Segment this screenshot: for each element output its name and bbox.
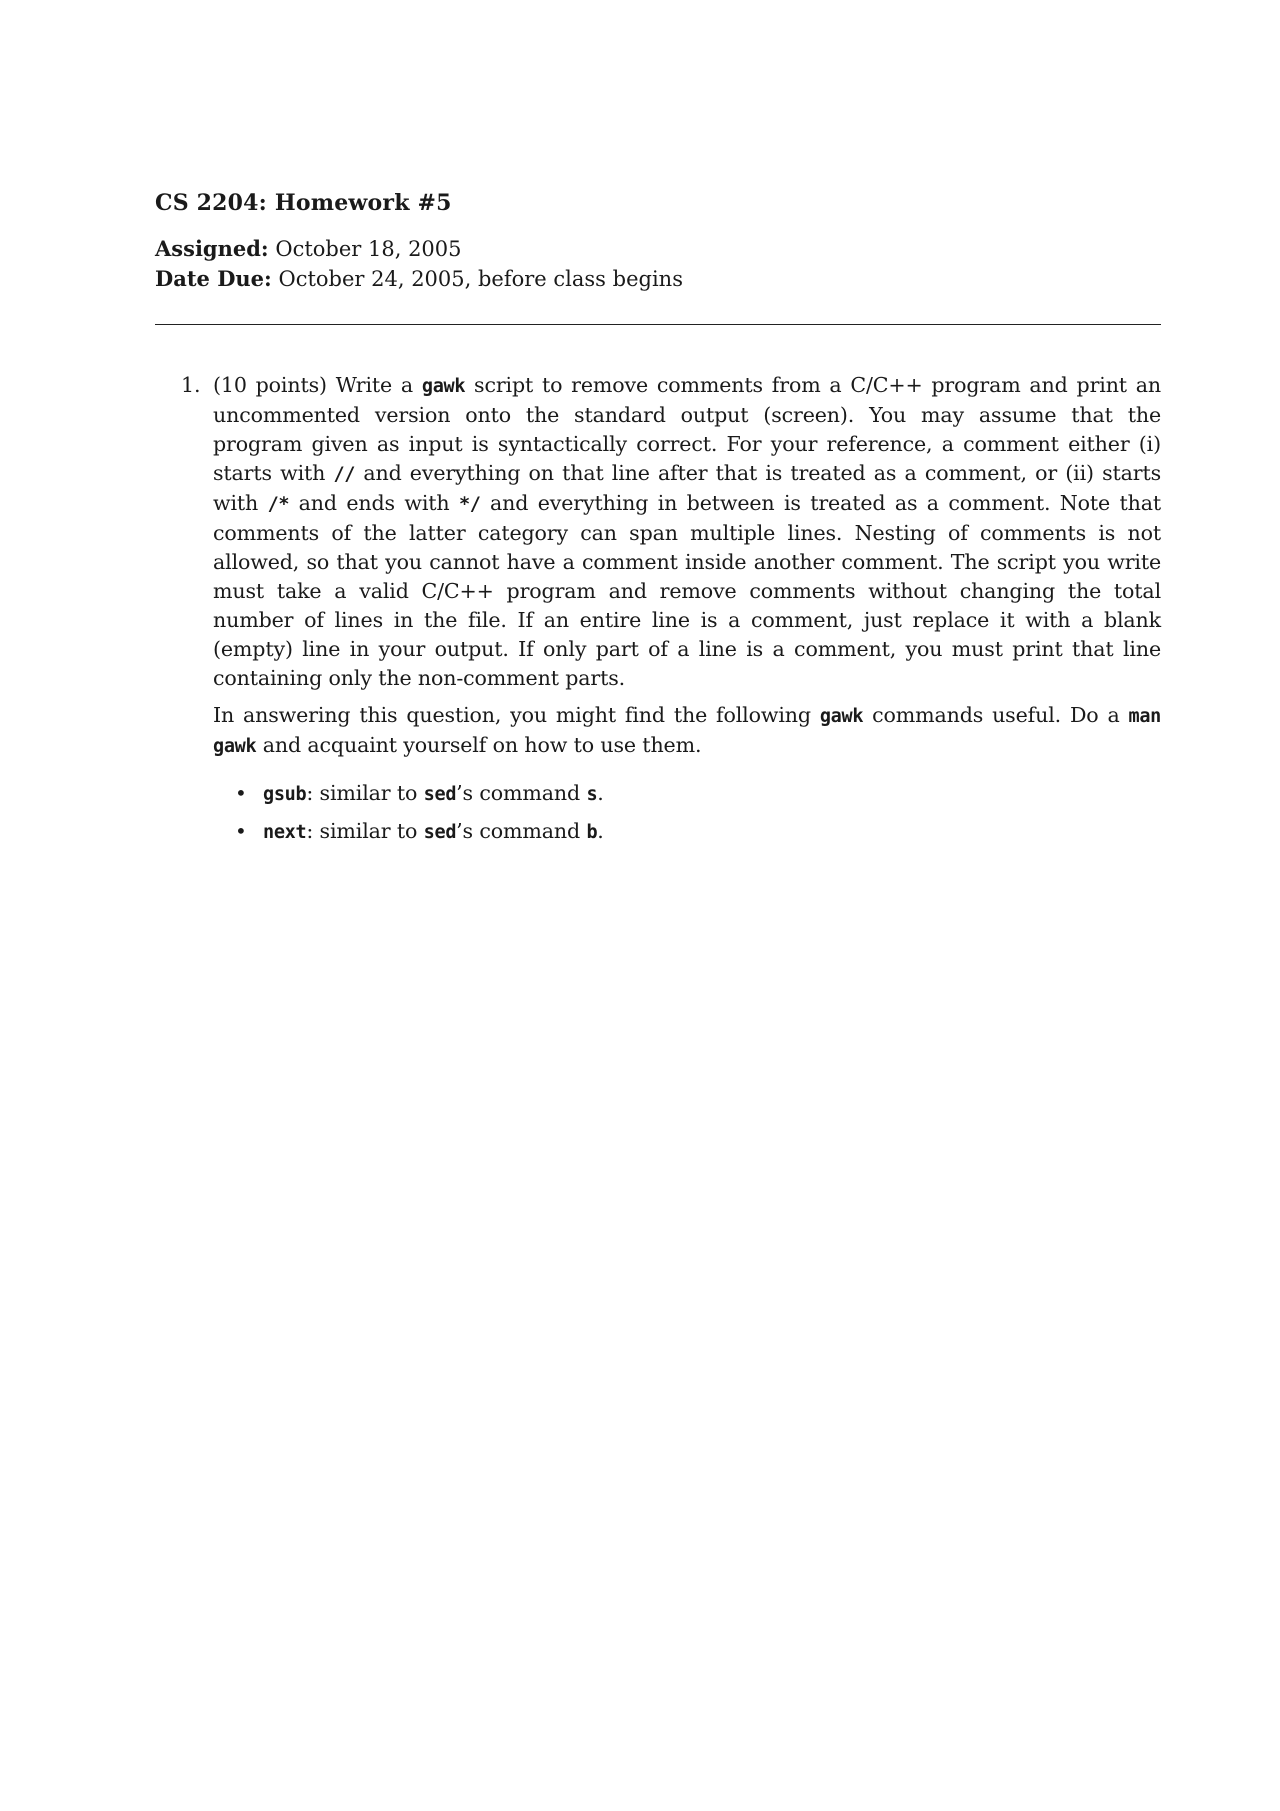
document-page [155,190,1161,855]
text-run: . [597,781,604,805]
problem-number: 1. [181,373,201,397]
code-sed: sed [423,784,457,805]
list-item [235,779,1161,809]
text-run: ’s command [456,781,587,805]
code-sed: sed [423,822,457,843]
text-run: : similar to [306,781,424,805]
problem-1 [155,371,1161,847]
code-block-comment-end: */ [458,494,481,515]
bullet-icon: • [235,781,247,805]
code-gawk: gawk [819,706,864,727]
due-label: Date Due: [155,266,272,291]
text-run: and ends with [289,491,459,515]
list-item [235,817,1161,847]
assigned-value: October 18, 2005 [268,237,462,261]
bullet-icon: • [235,819,247,843]
due-line [155,264,1161,294]
text-run: commands useful. Do a [863,703,1129,727]
text-run: and acquaint yourself on how to use them. [256,733,702,757]
horizontal-rule [155,324,1161,325]
code-gawk: gawk [421,376,466,397]
code-gsub: gsub [263,784,307,805]
due-value: October 24, 2005, before class begins [271,267,683,291]
text-run: script to remove comments from a C/C++ program and print an uncommented version onto the standard output (screen). You may assume that the program given as input is syntactically correct. For your reference, a comment either (i) starts with [213,373,1162,485]
text-run: : similar to [306,819,424,843]
text-run: and everything in between is treated as a comment. Note that comments of the latter category can span multiple lines. Nesting of comments is not allowed, so that you cannot have a comment inside another comment. The script you write must take a valid C/C++ program and remove comments without changing the total number of lines in the file. If an entire line is a comment, just replace it with a blank (empty) line in your output. If only part of a line is a comment, you must print that line containing only the non-comment parts. [213,491,1161,690]
text-run: ’s command [456,819,587,843]
text-run: In answering this question, you might find the following [213,703,820,727]
page-title: CS 2204: Homework #5 [155,190,452,216]
code-block-comment-start: /* [267,494,290,515]
command-list [213,779,1161,847]
problem-paragraph-2 [213,701,1161,761]
code-b: b [586,822,598,843]
code-man-gawk: man gawk [213,706,1161,757]
code-s: s [586,784,598,805]
code-line-comment: // [333,464,356,485]
text-run: . [597,819,604,843]
assigned-label: Assigned: [155,236,269,261]
text-run: and everything on that line after that is treated as a comment, or (ii) starts with [213,461,1161,515]
code-next: next [263,822,307,843]
assigned-line [155,234,1161,264]
problem-paragraph-1 [213,371,1161,693]
text-run: (10 points) Write a [213,373,422,397]
